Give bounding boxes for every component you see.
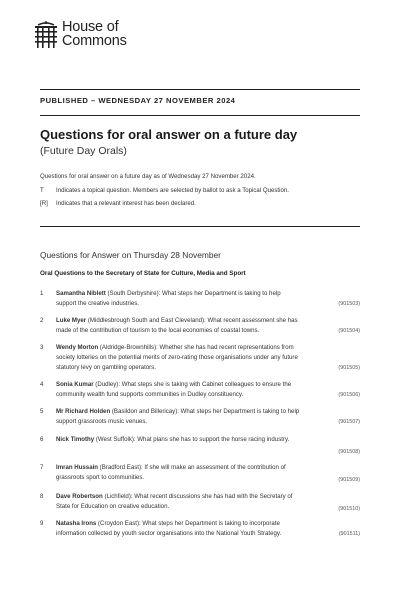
house-of-commons-logo: [34, 20, 127, 49]
member-name: Natasha Irons: [56, 520, 97, 527]
question-number: 8: [40, 493, 44, 500]
question-reference: (901506): [338, 392, 360, 398]
member-constituency: (Middlesbrough South and East Cleveland):: [87, 317, 206, 324]
key-topical: [40, 187, 289, 194]
question-number: 6: [40, 436, 44, 443]
question-item: [40, 289, 360, 309]
question-item: [40, 463, 360, 483]
question-number: 7: [40, 464, 44, 471]
key-relevant-interest: [40, 200, 196, 207]
question-reference: (901508): [338, 449, 360, 455]
question-text: [56, 435, 326, 445]
logo-line-2: Commons: [62, 33, 127, 49]
logo-wordmark: [62, 20, 127, 48]
question-text: [56, 407, 326, 427]
question-item: [40, 316, 360, 336]
department-heading: Oral Questions to the Secretary of State for Culture, Media and Sport: [40, 270, 246, 277]
member-constituency: (Croydon East):: [98, 520, 141, 527]
member-name: Nick Timothy: [56, 436, 95, 443]
member-constituency: (South Derbyshire):: [107, 290, 161, 297]
question-item: [40, 407, 360, 427]
question-reference: (901504): [338, 328, 360, 334]
question-line: State for Education on creative education.: [56, 503, 170, 510]
question-item: [40, 380, 360, 400]
intro-text: Questions for oral answer on a future day as of Wednesday 27 November 2024.: [40, 173, 256, 180]
key-symbol: T: [40, 187, 44, 194]
question-text: [56, 289, 326, 309]
member-name: Wendy Morton: [56, 344, 99, 351]
member-constituency: (Dudley):: [95, 381, 121, 388]
member-name: Imran Hussain: [56, 464, 98, 471]
question-reference: (901507): [338, 419, 360, 425]
logo-line-1: House of: [62, 19, 119, 35]
question-line: What recent assessment she has: [207, 317, 298, 324]
question-text: [56, 492, 326, 512]
member-constituency: (Bradford East):: [99, 464, 143, 471]
question-reference: (901503): [338, 301, 360, 307]
question-line: What steps her Department is taking to incorporate: [142, 520, 280, 527]
question-number: 4: [40, 381, 44, 388]
portcullis-icon: [34, 21, 58, 49]
question-text: [56, 380, 326, 400]
question-text: [56, 316, 326, 336]
question-line: What recent discussions she has had with the Secretary of: [134, 493, 293, 500]
question-number: 1: [40, 290, 44, 297]
question-item: [40, 343, 360, 373]
member-name: Mr Richard Holden: [56, 408, 111, 415]
member-name: Luke Myer: [56, 317, 87, 324]
question-line: grassroots sport to communities.: [56, 474, 145, 481]
question-item: [40, 492, 360, 512]
question-line: community wealth fund supports communities in Dudley constituency.: [56, 391, 244, 398]
question-line: Whether she has had recent representations from: [159, 344, 294, 351]
member-constituency: (Lichfield):: [104, 493, 133, 500]
question-number: 5: [40, 408, 44, 415]
question-text: [56, 343, 356, 373]
question-line: support the creative industries.: [56, 300, 139, 307]
key-symbol: [R]: [40, 200, 48, 207]
member-constituency: (West Suffolk):: [95, 436, 136, 443]
question-item: [40, 435, 360, 455]
question-line: What steps she is taking with Cabinet colleagues to ensure the: [121, 381, 292, 388]
header-rule: [40, 115, 360, 116]
question-item: [40, 519, 360, 539]
question-line: society lotteries on the potential merits of zero-rating those organisations under any future: [56, 354, 298, 361]
question-reference: (901511): [338, 531, 360, 537]
question-text: [56, 519, 346, 539]
question-line: made of the contribution of tourism to the local economies of coastal towns.: [56, 327, 260, 334]
question-line: If she will make an assessment of the contribution of: [144, 464, 286, 471]
published-date: PUBLISHED – WEDNESDAY 27 NOVEMBER 2024: [40, 96, 236, 105]
question-line: information collected by youth sector organisations into the National Youth Strategy.: [56, 530, 282, 537]
question-line: What steps her Department is taking to help: [162, 290, 281, 297]
page-subtitle: (Future Day Orals): [40, 145, 127, 157]
question-text: [56, 463, 326, 483]
question-number: 9: [40, 520, 44, 527]
member-constituency: (Basildon and Billericay):: [111, 408, 179, 415]
question-reference: (901510): [338, 506, 360, 512]
member-name: Samantha Niblett: [56, 290, 106, 297]
question-line: What plans she has to support the horse racing industry.: [137, 436, 290, 443]
question-number: 3: [40, 344, 44, 351]
question-line: What steps her Department is taking to help: [180, 408, 300, 415]
key-text: Indicates a topical question. Members are selected by ballot to ask a Topical Question.: [56, 187, 289, 194]
top-rule: [40, 89, 360, 90]
page-title: Questions for oral answer on a future day: [40, 127, 298, 142]
member-name: Sonia Kumar: [56, 381, 94, 388]
question-line: support grassroots music venues.: [56, 418, 148, 425]
section-heading: Questions for Answer on Thursday 28 November: [40, 250, 221, 260]
member-constituency: (Aldridge-Brownhills):: [99, 344, 158, 351]
question-reference: (901509): [338, 477, 360, 483]
question-number: 2: [40, 317, 44, 324]
member-name: Dave Robertson: [56, 493, 103, 500]
question-reference: (901505): [338, 365, 360, 371]
question-line: statutory levy on gambling operators.: [56, 364, 156, 371]
key-text: Indicates that a relevant interest has been declared.: [56, 200, 196, 207]
section-rule: [40, 226, 360, 227]
